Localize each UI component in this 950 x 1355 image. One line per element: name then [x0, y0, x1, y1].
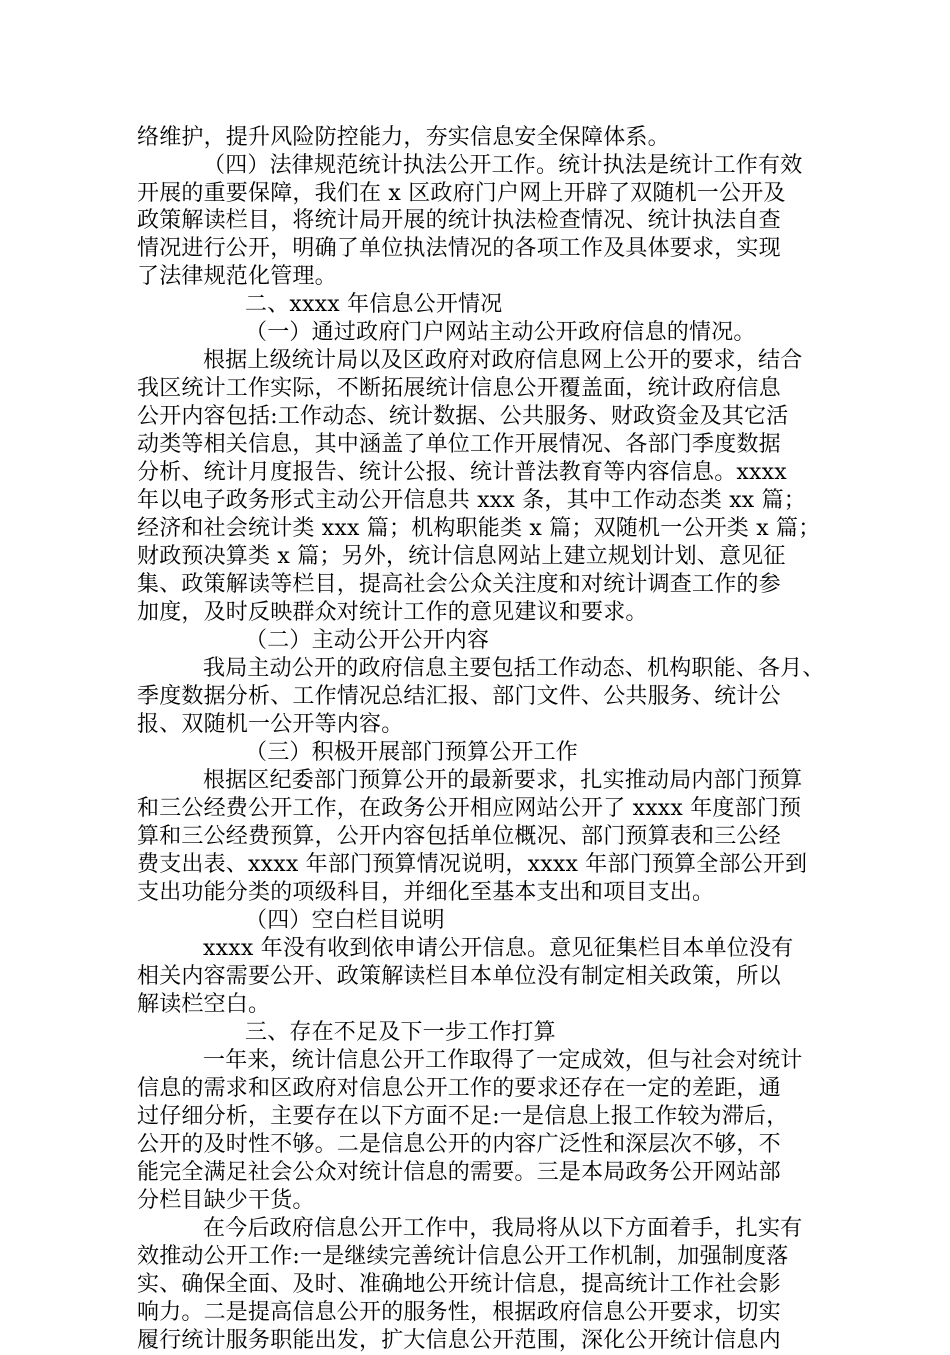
- body-text-line: xxxx 年没有收到依申请公开信息。意见征集栏目本单位没有: [203, 936, 794, 961]
- subsection-heading: （一）通过政府门户网站主动公开政府信息的情况。: [245, 320, 756, 345]
- body-text-line: 算和三公经费预算，公开内容包括单位概况、部门预算表和三公经: [137, 824, 781, 849]
- body-text-line: 支出功能分类的项级科目，并细化至基本支出和项目支出。: [137, 880, 715, 905]
- body-text-line: 我局主动公开的政府信息主要包括工作动态、机构职能、各月、: [203, 656, 825, 681]
- body-text-line: 集、政策解读等栏目，提高社会公众关注度和对统计调查工作的参: [137, 572, 781, 597]
- body-text-line: 开展的重要保障，我们在 x 区政府门户网上开辟了双随机一公开及: [137, 181, 786, 206]
- body-text-line: 在今后政府信息公开工作中，我局将从以下方面着手，扎实有: [203, 1216, 803, 1241]
- body-text-line: 我区统计工作实际，不断拓展统计信息公开覆盖面，统计政府信息: [137, 376, 781, 401]
- subsection-heading: （二）主动公开公开内容: [245, 628, 490, 653]
- body-text-line: 年以电子政务形式主动公开信息共 xxx 条，其中工作动态类 xx 篇；: [137, 488, 807, 513]
- body-text-line: 费支出表、xxxx 年部门预算情况说明，xxxx 年部门预算全部公开到: [137, 852, 808, 877]
- body-text-line: 了法律规范化管理。: [137, 264, 337, 289]
- body-text-line: 过仔细分析，主要存在以下方面不足:一是信息上报工作较为滞后，: [137, 1104, 789, 1129]
- body-text-line: 财政预决算类 x 篇；另外，统计信息网站上建立规划计划、意见征: [137, 544, 786, 569]
- body-text-line: 能完全满足社会公众对统计信息的需要。三是本局政务公开网站部: [137, 1160, 781, 1185]
- subsection-heading: （四）法律规范统计执法公开工作。统计执法是统计工作有效: [203, 153, 803, 178]
- section-heading: 二、xxxx 年信息公开情况: [245, 292, 503, 317]
- body-text-line: 效推动公开工作:一是继续完善统计信息公开工作机制，加强制度落: [137, 1244, 789, 1269]
- body-text-line: 响力。二是提高信息公开的服务性，根据政府信息公开要求，切实: [137, 1300, 781, 1325]
- body-text-line: 信息的需求和区政府对信息公开工作的要求还存在一定的差距，通: [137, 1076, 781, 1101]
- body-text-line: 络维护，提升风险防控能力，夯实信息安全保障体系。: [137, 125, 670, 150]
- body-text-line: 一年来，统计信息公开工作取得了一定成效，但与社会对统计: [203, 1048, 803, 1073]
- body-text-line: 报、双随机一公开等内容。: [137, 712, 404, 737]
- body-text-line: 分析、统计月度报告、统计公报、统计普法教育等内容信息。xxxx: [137, 460, 787, 485]
- body-text-line: 分栏目缺少干货。: [137, 1188, 315, 1213]
- body-text-line: 根据上级统计局以及区政府对政府信息网上公开的要求，结合: [203, 348, 803, 373]
- body-text-line: 加度，及时反映群众对统计工作的意见建议和要求。: [137, 600, 648, 625]
- body-text-line: 情况进行公开，明确了单位执法情况的各项工作及具体要求，实现: [137, 236, 781, 261]
- body-text-line: 动类等相关信息，其中涵盖了单位工作开展情况、各部门季度数据: [137, 432, 781, 457]
- body-text-line: 根据区纪委部门预算公开的最新要求，扎实推动局内部门预算: [203, 768, 803, 793]
- body-text-line: 解读栏空白。: [137, 992, 271, 1017]
- body-text-line: 相关内容需要公开、政策解读栏目本单位没有制定相关政策，所以: [137, 964, 781, 989]
- body-text-line: 和三公经费公开工作，在政务公开相应网站公开了 xxxx 年度部门预: [137, 796, 802, 821]
- section-heading: 三、存在不足及下一步工作打算: [245, 1020, 556, 1045]
- body-text-line: 政策解读栏目，将统计局开展的统计执法检查情况、统计执法自查: [137, 208, 781, 233]
- body-text-line: 实、确保全面、及时、准确地公开统计信息，提高统计工作社会影: [137, 1272, 781, 1297]
- body-text-line: 公开的及时性不够。二是信息公开的内容广泛性和深层次不够，不: [137, 1132, 781, 1157]
- subsection-heading: （三）积极开展部门预算公开工作: [245, 740, 579, 765]
- body-text-line: 经济和社会统计类 xxx 篇；机构职能类 x 篇；双随机一公开类 x 篇；: [137, 516, 821, 541]
- body-text-line: 履行统计服务职能出发，扩大信息公开范围，深化公开统计信息内: [137, 1328, 781, 1353]
- body-text-line: 公开内容包括:工作动态、统计数据、公共服务、财政资金及其它活: [137, 404, 789, 429]
- body-text-line: 季度数据分析、工作情况总结汇报、部门文件、公共服务、统计公: [137, 684, 781, 709]
- subsection-heading: （四）空白栏目说明: [245, 908, 445, 933]
